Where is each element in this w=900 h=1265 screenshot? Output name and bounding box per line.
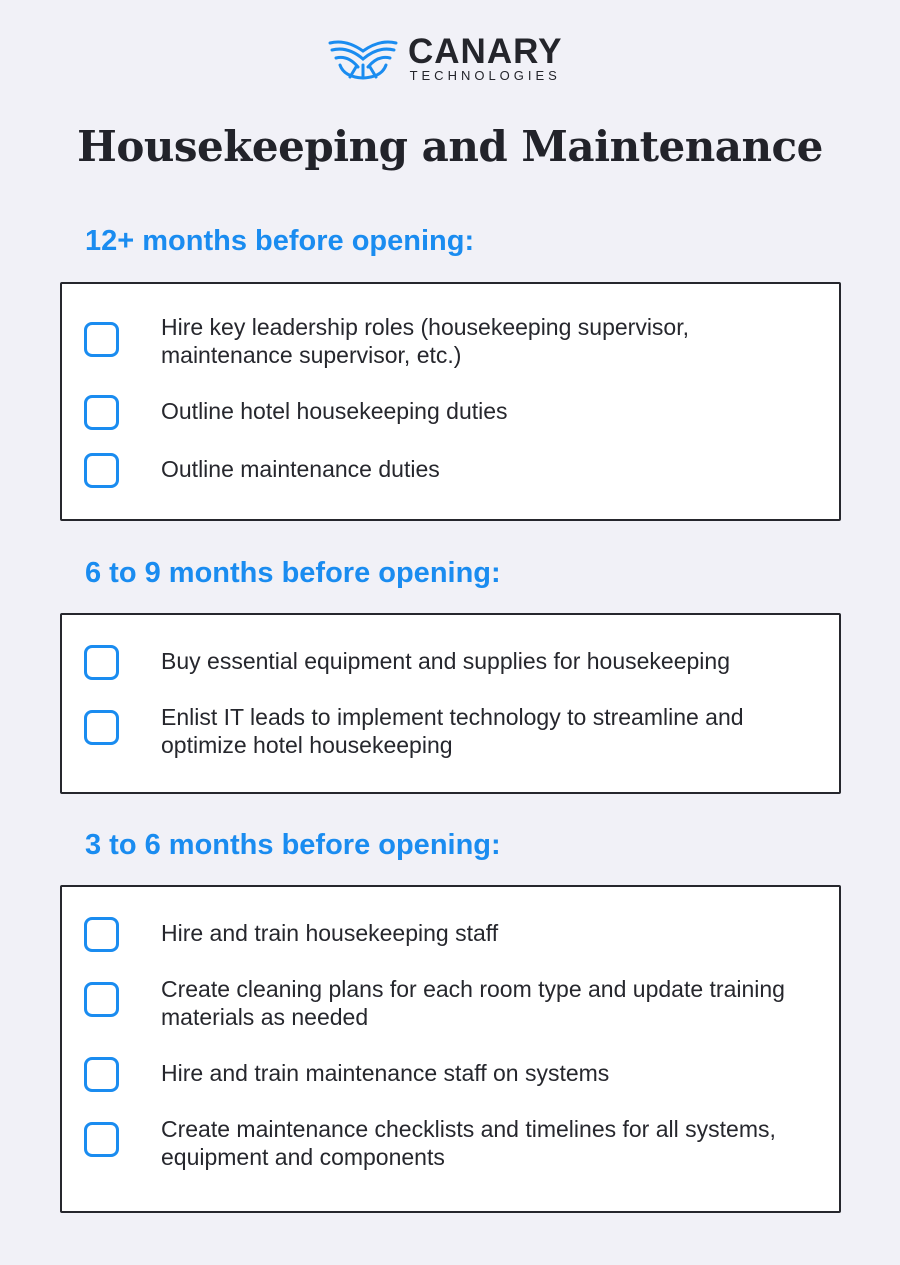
brand-name: CANARY <box>408 32 563 71</box>
item-text: Buy essential equipment and supplies for housekeeping <box>161 648 730 674</box>
item-text: Outline maintenance duties <box>161 456 440 482</box>
item-text: Enlist IT leads to implement technology to streamline and optimize hotel housekeeping <box>161 704 744 758</box>
checkbox[interactable] <box>84 982 119 1017</box>
checkbox[interactable] <box>84 1122 119 1157</box>
item-text: Hire key leadership roles (housekeeping supervisor, maintenance supervisor, etc.) <box>161 314 690 368</box>
checkbox[interactable] <box>84 453 119 488</box>
logo <box>328 32 563 83</box>
page-title: Housekeeping and Maintenance <box>77 122 823 171</box>
checklist-box <box>60 885 841 1213</box>
section-heading: 3 to 6 months before opening: <box>85 829 501 861</box>
checkbox[interactable] <box>84 1057 119 1092</box>
checkbox[interactable] <box>84 322 119 357</box>
item-text: Create cleaning plans for each room type and update training materials as needed <box>161 976 785 1030</box>
checklist-box <box>60 613 841 794</box>
checkbox[interactable] <box>84 917 119 952</box>
canary-logo-icon <box>328 37 398 81</box>
checkbox[interactable] <box>84 710 119 745</box>
checkbox[interactable] <box>84 645 119 680</box>
item-text: Outline hotel housekeeping duties <box>161 398 508 424</box>
item-text: Hire and train housekeeping staff <box>161 920 499 946</box>
item-text: Hire and train maintenance staff on systems <box>161 1060 610 1086</box>
item-text: Create maintenance checklists and timelines for all systems, equipment and components <box>161 1116 776 1170</box>
checklist-box <box>60 282 841 521</box>
checkbox[interactable] <box>84 395 119 430</box>
brand-subtitle: TECHNOLOGIES <box>409 68 561 83</box>
section-heading: 12+ months before opening: <box>85 225 475 257</box>
section-heading: 6 to 9 months before opening: <box>85 557 501 589</box>
